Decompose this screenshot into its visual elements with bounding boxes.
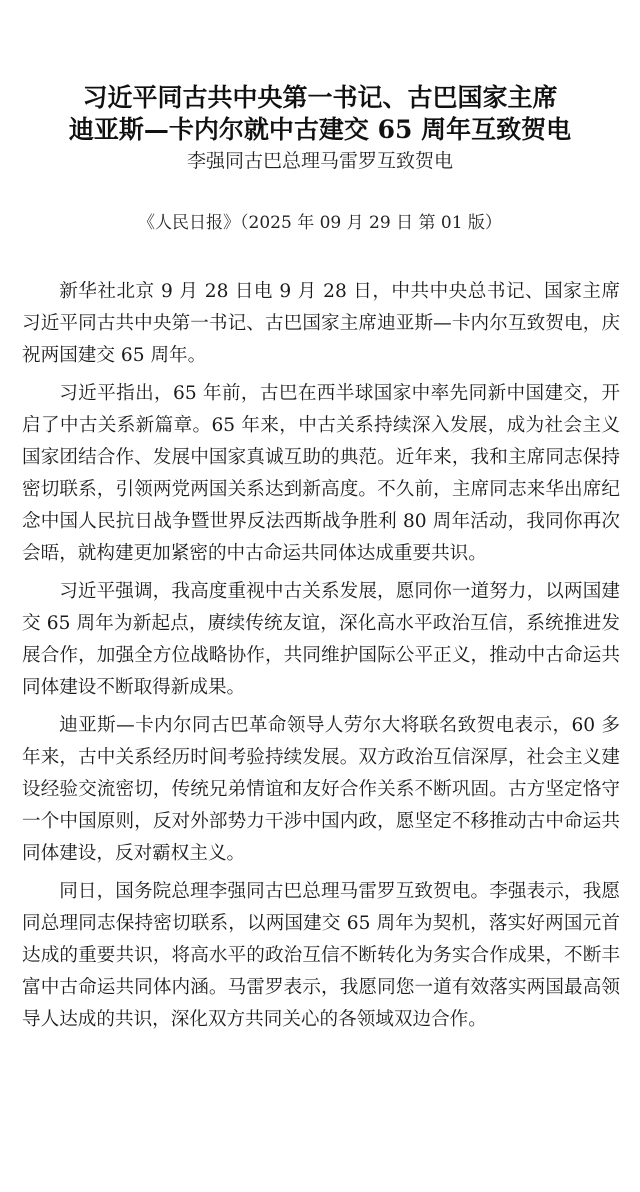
subheadline: 李强同古巴总理马雷罗互致贺电: [186, 150, 453, 172]
paragraph-1: 新华社北京 9 月 28 日电 9 月 28 日，中共中央总书记、国家主席习近平同古共中央第一书记、古巴国家主席迪亚斯—卡内尔互致贺电，庆祝两国建交 65 周年。: [22, 281, 620, 366]
paragraph-5: 同日，国务院总理李强同古巴总理马雷罗互致贺电。李强表示，我愿同总理同志保持密切联系，以两国建交 65 周年为契机，落实好两国元首达成的重要共识，将高水平的政治互信不断转化为务实合作成果，不断丰富中古命运共同体内涵。马雷罗表示，我愿同您一道有效落实两国最高领导人达成的共识，深化双方共同关心的各领域双边合作。: [22, 881, 620, 1030]
publication-source: 《人民日报》（2025 年 09 月 29 日 第 01 版）: [138, 213, 502, 233]
article-body: [22, 276, 620, 1042]
headline-line-1: 习近平同古共中央第一书记、古巴国家主席: [82, 83, 558, 112]
paragraph-3: 习近平强调，我高度重视中古关系发展，愿同你一道努力，以两国建交 65 周年为新起点，赓续传统友谊，深化高水平政治互信，系统推进发展合作，加强全方位战略协作，共同维护国际公平正义，推动中古命运共同体建设不断取得新成果。: [22, 581, 620, 698]
paragraph-4: 迪亚斯—卡内尔同古巴革命领导人劳尔大将联名致贺电表示，60 多年来，古中关系经历时间考验持续发展。双方政治互信深厚，社会主义建设经验交流密切，传统兄弟情谊和友好合作关系不断巩固。古方坚定恪守一个中国原则，反对外部势力干涉中国内政，愿坚定不移推动古中命运共同体建设，反对霸权主义。: [22, 715, 620, 864]
paragraph-2: 习近平指出，65 年前，古巴在西半球国家中率先同新中国建交，开启了中古关系新篇章。65 年来，中古关系持续深入发展，成为社会主义国家团结合作、发展中国家真诚互助的典范。近年来，我和主席同志保持密切联系，引领两党两国关系达到新高度。不久前，主席同志来华出席纪念中国人民抗日战争暨世界反法西斯战争胜利 80 周年活动，我同你再次会晤，就构建更加紧密的中古命运共同体达成重要共识。: [22, 383, 620, 564]
headline-line-2: 迪亚斯—卡内尔就中古建交 65 周年互致贺电: [68, 115, 572, 144]
